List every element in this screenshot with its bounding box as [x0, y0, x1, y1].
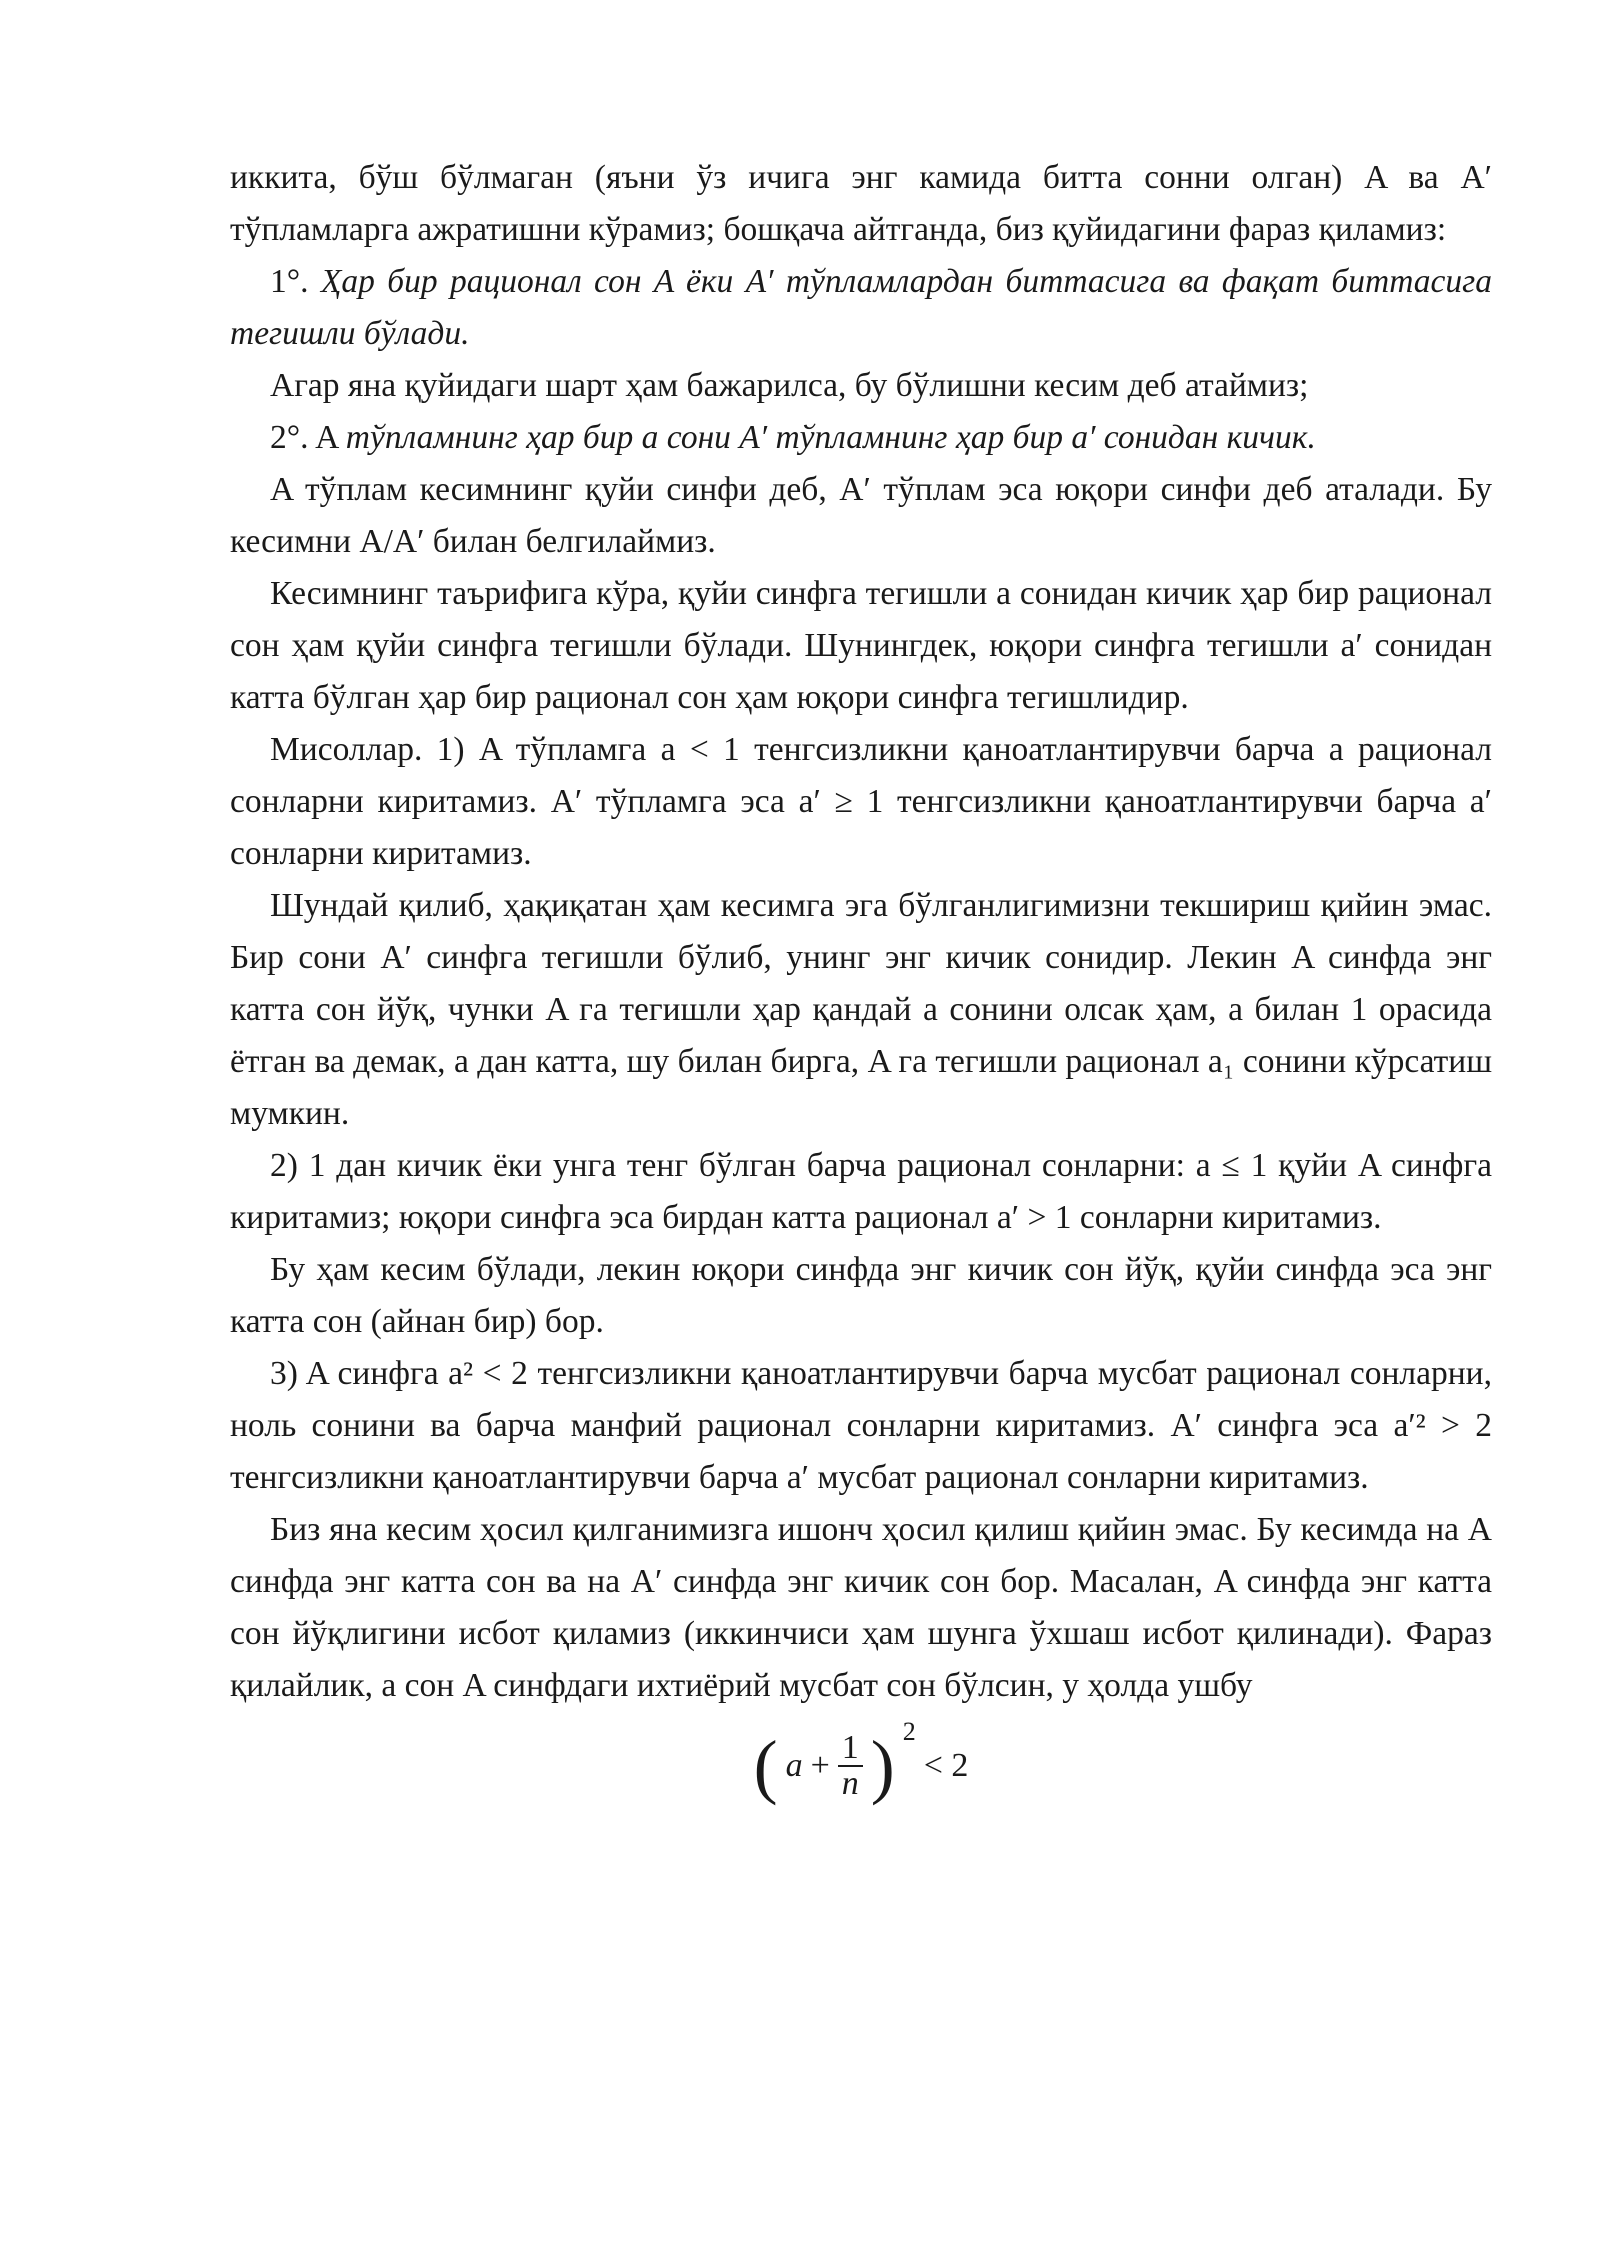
condition-2-prefix: A	[315, 419, 338, 456]
condition-1-text: Ҳар бир рационал сон A ёки A′ тўпламлардан биттасига ва фақат биттасига тегишли бўлади.	[230, 263, 1492, 352]
condition-1-marker: 1°.	[270, 263, 309, 300]
paragraph: 3) A синфга a² < 2 тенгсизликни қаноатлантирувчи барча мусбат рационал сонларни, ноль сонини ва барча манфий рационал сонларни киритамиз. A′ синфга эса a′² > 2 тенгсизликни қаноатлантирувчи барча a′ мусбат рационал сонларни киритамиз.	[230, 1355, 1492, 1496]
paragraph: Агар яна қуйидаги шарт ҳам бажарилса, бу бўлишни кесим деб атаймиз;	[270, 367, 1309, 404]
equation-var: a	[785, 1747, 803, 1784]
equation-denominator: n	[841, 1765, 859, 1802]
paragraph: 2) 1 дан кичик ёки унга тенг бўлган барча рационал сонларни: a ≤ 1 қуйи A синфга киритамиз; юқори синфга эса бирдан катта рационал a′ > 1 сонларни киритамиз.	[230, 1147, 1492, 1236]
condition-1	[230, 256, 1492, 360]
paragraph: Биз яна кесим ҳосил қилганимизга ишонч ҳосил қилиш қийин эмас. Бу кесимда на A синфда энг катта сон ва на A′ синфда энг кичик сон бор. Масалан, A синфда энг катта сон йўқлигини исбот қиламиз (иккинчиси ҳам шунга ўхшаш исбот қилинади). Фараз қилайлик, a сон A синфдаги ихтиёрий мусбат сон бўлсин, у ҳолда ушбу	[230, 1511, 1492, 1704]
equation-numerator: 1	[838, 1731, 863, 1767]
equation-relation: < 2	[923, 1747, 969, 1784]
equation-exponent: 2	[902, 1717, 916, 1746]
paragraph: Кесимнинг таърифига кўра, қуйи синфга тегишли a сонидан кичик ҳар бир рационал сон ҳам қуйи синфга тегишли бўлади. Шунингдек, юқори синфга тегишли a′ сонидан катта бўлган ҳар бир рационал сон ҳам юқори синфга тегишлидир.	[230, 575, 1492, 716]
document-page	[230, 152, 1492, 1850]
paragraph: Мисоллар. 1) A тўпламга a < 1 тенгсизликни қаноатлантирувчи барча a рационал сонларни киритамиз. A′ тўпламга эса a′ ≥ 1 тенгсизликни қаноатлантирувчи барча a′ сонларни киритамиз.	[230, 731, 1492, 872]
condition-2-marker: 2°.	[270, 419, 309, 456]
equation-fraction	[838, 1731, 863, 1801]
paragraph: Шундай қилиб, ҳақиқатан ҳам кесимга эга бўлганлигимизни текшириш қийин эмас. Бир сони A′ синфга тегишли бўлиб, унинг энг кичик сонидир. Лекин A синфда энг катта сон йўқ, чунки A га тегишли ҳар қандай a сонини олсак ҳам, a билан 1 орасида ётган ва демак, a дан катта, шу билан бирга, A га тегишли рационал a₁ сонини кўрсатиш мумкин.	[230, 887, 1492, 1132]
equation	[230, 1717, 1492, 1850]
equation-plus: +	[810, 1747, 830, 1784]
condition-2	[230, 412, 1492, 464]
equation-right-paren: )	[870, 1726, 895, 1806]
paragraph: иккита, бўш бўлмаган (яъни ўз ичига энг камида битта сонни олган) A ва A′ тўпламларга ажратишни кўрамиз; бошқача айтганда, биз қуйидагини фараз қиламиз:	[230, 159, 1492, 248]
paragraph: Бу ҳам кесим бўлади, лекин юқори синфда энг кичик сон йўқ, қуйи синфда эса энг катта сон (айнан бир) бор.	[230, 1251, 1492, 1340]
paragraph: A тўплам кесимнинг қуйи синфи деб, A′ тўплам эса юқори синфи деб аталади. Бу кесимни A/A′ билан белгилаймиз.	[230, 471, 1492, 560]
equation-left-paren: (	[753, 1726, 778, 1806]
condition-2-text: тўпламнинг ҳар бир a сони A′ тўпламнинг ҳар бир a′ сонидан кичик.	[345, 419, 1316, 456]
